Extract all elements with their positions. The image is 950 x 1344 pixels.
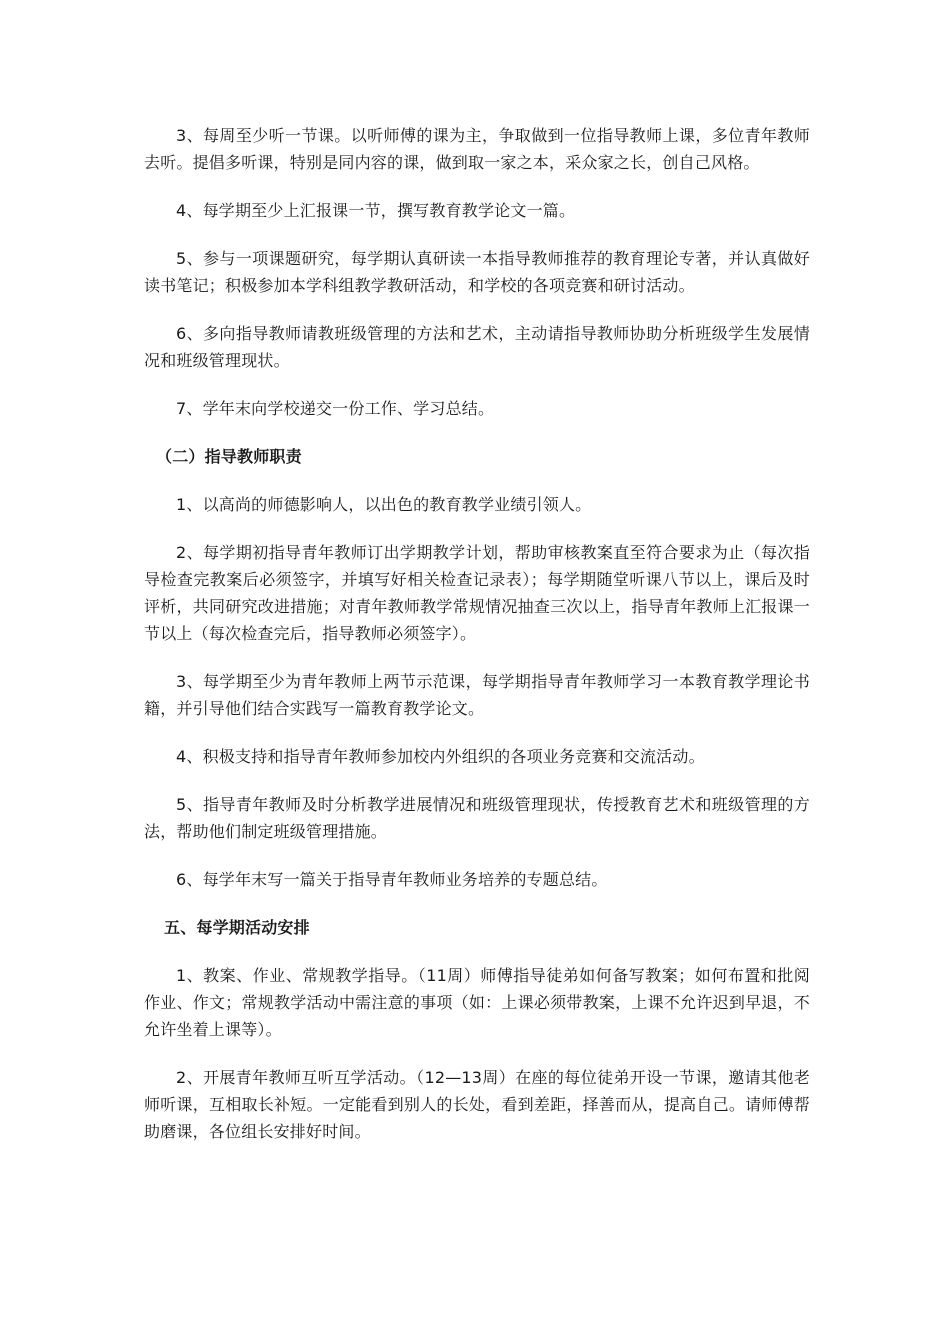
paragraph-research: 5、参与一项课题研究，每学期认真研读一本指导教师推荐的教育理论专著，并认真做好读书笔记；积极参加本学科组教学教研活动，和学校的各项竞赛和研讨活动。	[144, 249, 810, 295]
paragraph-mentor-plan: 2、每学期初指导青年教师订出学期教学计划，帮助审核教案直至符合要求为止（每次指导检查完教案后必须签字，并填写好相关检查记录表）；每学期随堂听课八节以上，课后及时评析，共同研究改进措施；对青年教师教学常规情况抽查三次以上，指导青年教师上汇报课一节以上（每次检查完后，指导教师必须签字）。	[144, 543, 810, 643]
paragraph-listen-lessons: 3、每周至少听一节课。以听师傅的课为主，争取做到一位指导教师上课，多位青年教师去听。提倡多听课，特别是同内容的课，做到取一家之本，采众家之长，创自己风格。	[144, 126, 810, 172]
paragraph-mentor-summary: 6、每学年末写一篇关于指导青年教师业务培养的专题总结。	[176, 870, 608, 889]
paragraph-activity-peer-listening: 2、开展青年教师互听互学活动。（12—13周）在座的每位徒弟开设一节课，邀请其他老师听课，互相取长补短。一定能看到别人的长处，看到差距，择善而从，提高自己。请师傅帮助磨课，各位组长安排好时间。	[144, 1068, 810, 1141]
paragraph-mentor-demo-lessons: 3、每学期至少为青年教师上两节示范课，每学期指导青年教师学习一本教育教学理论书籍，并引导他们结合实践写一篇教育教学论文。	[144, 672, 810, 718]
heading-semester-activities: 五、每学期活动安排	[164, 918, 310, 937]
paragraph-mentor-ethics: 1、以高尚的师德影响人，以出色的教育教学业绩引领人。	[176, 495, 592, 514]
paragraph-report-lesson: 4、每学期至少上汇报课一节，撰写教育教学论文一篇。	[176, 201, 576, 220]
heading-mentor-duties: （二）指导教师职责	[156, 447, 302, 466]
paragraph-annual-summary: 7、学年末向学校递交一份工作、学习总结。	[176, 399, 495, 418]
paragraph-class-management: 6、多向指导教师请教班级管理的方法和艺术，主动请指导教师协助分析班级学生发展情况和班级管理现状。	[144, 324, 810, 370]
paragraph-activity-guidance: 1、教案、作业、常规教学指导。（11周）师傅指导徒弟如何备写教案；如何布置和批阅作业、作文；常规教学活动中需注意的事项（如：上课必须带教案，上课不允许迟到早退，不允许坐着上课等）。	[144, 966, 810, 1039]
paragraph-mentor-competitions: 4、积极支持和指导青年教师参加校内外组织的各项业务竞赛和交流活动。	[176, 747, 705, 766]
paragraph-mentor-analysis: 5、指导青年教师及时分析教学进展情况和班级管理现状，传授教育艺术和班级管理的方法，帮助他们制定班级管理措施。	[144, 795, 810, 841]
